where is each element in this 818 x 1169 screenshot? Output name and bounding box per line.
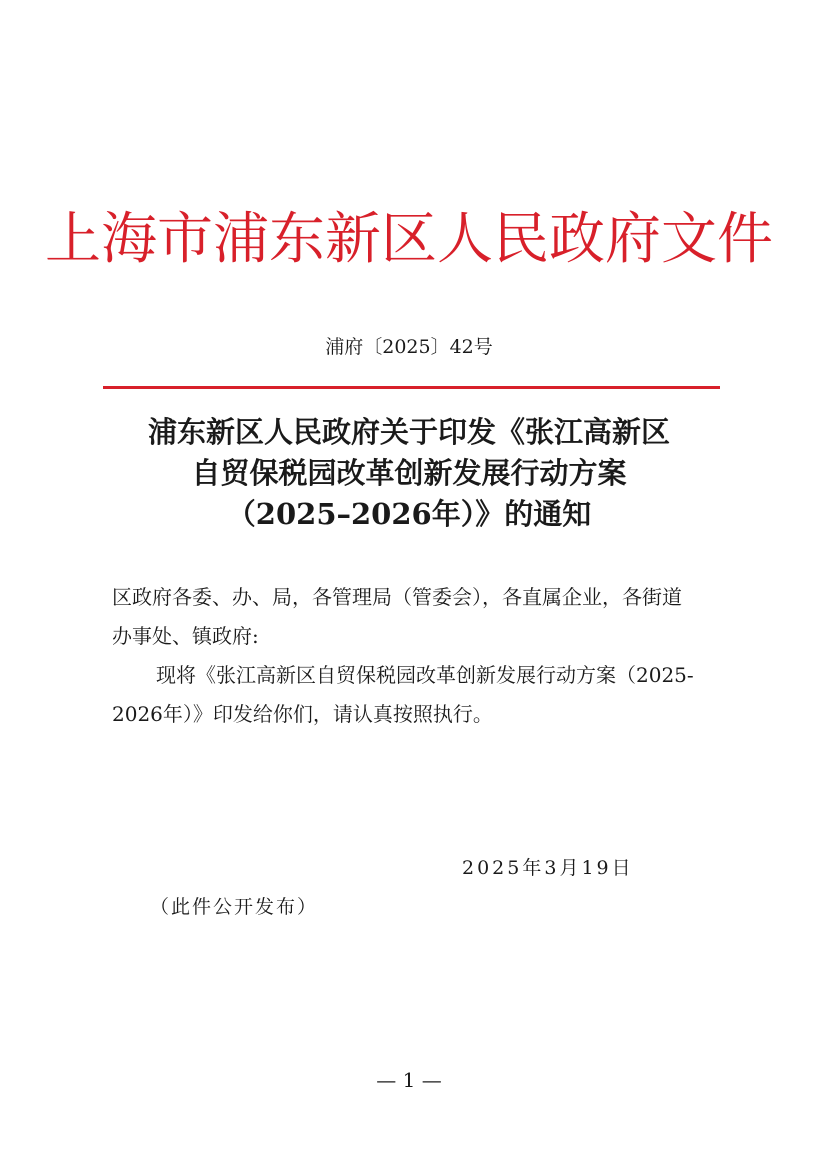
title-line-2: 自贸保税园改革创新发展行动方案 xyxy=(191,456,627,490)
page-number: — 1 — xyxy=(376,1068,442,1092)
addressee-line-2: 办事处、镇政府: xyxy=(112,624,259,648)
paragraph-line-1: 现将《张江高新区自贸保税园改革创新发展行动方案（2025- xyxy=(156,663,694,687)
public-release-note: （此件公开发布） xyxy=(150,896,319,918)
issue-date: 2025年3月19日 xyxy=(462,857,634,879)
document-masthead: 上海市浦东新区人民政府文件 xyxy=(45,207,773,272)
paragraph-line-2: 2026年）》印发给你们，请认真按照执行。 xyxy=(112,702,493,726)
title-line-3: （2025–2026年）》的通知 xyxy=(226,497,592,531)
addressee-line-1: 区政府各委、办、局，各管理局（管委会），各直属企业，各街道 xyxy=(112,585,682,609)
addressee-block xyxy=(112,578,722,656)
document-number: 浦府〔2025〕42号 xyxy=(325,336,493,358)
notice-paragraph xyxy=(112,656,722,734)
red-divider-line xyxy=(103,386,720,389)
document-title xyxy=(0,412,818,535)
title-line-1: 浦东新区人民政府关于印发《张江高新区 xyxy=(147,415,670,449)
